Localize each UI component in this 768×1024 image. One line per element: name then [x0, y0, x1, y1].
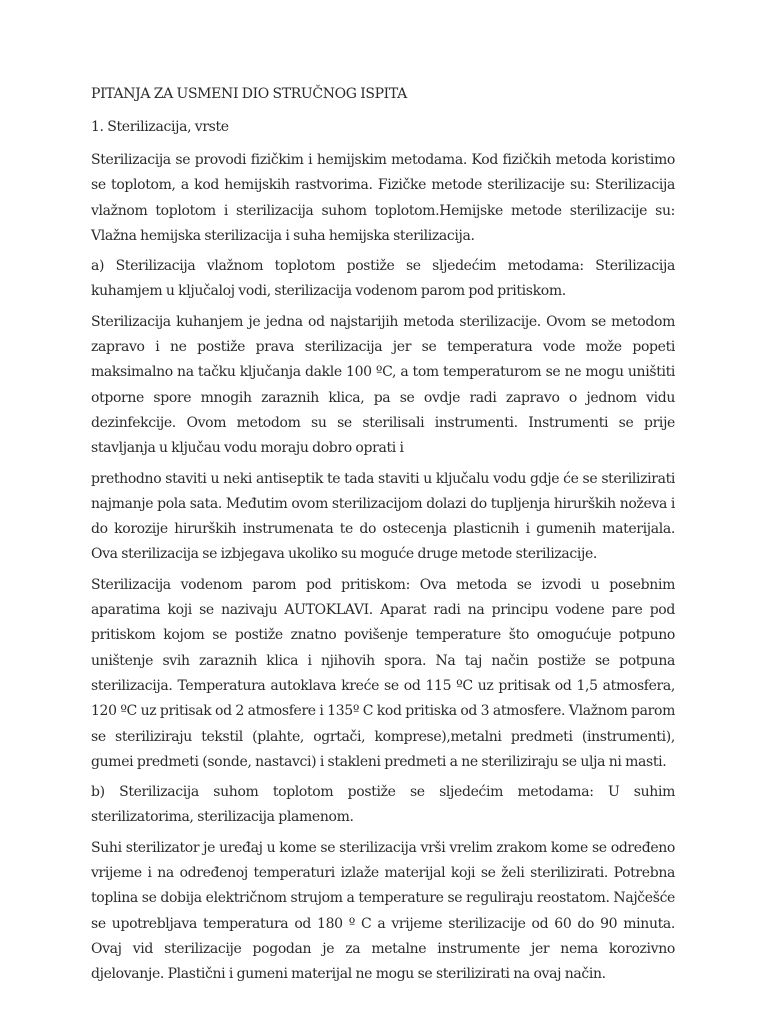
paragraph-dry-sterilizer: Suhi sterilizator je uređaj u kome se sterilizacija vrši vrelim zrakom kome se određeno vrijeme i na određenoj temperaturi izlaže materijal koji se želi sterilizirati. Potrebna toplina se dobija električnom strujom a temperature se reguliraju reostatom. Najčešće se upotrebljava temperatura od 180 º C a vrijeme sterilizacije od 60 do 90 minuta. Ovaj vid sterilizacije pogodan je za metalne instrumente jer nema korozivno djelovanje. Plastični i gumeni materijal ne mogu se sterilizirati na ovaj način. — [91, 839, 675, 983]
paragraph-autoclave: Sterilizacija vodenom parom pod pritiskom: Ova metoda se izvodi u posebnim aparatima koji se nazivaju AUTOKLAVI. Aparat radi na principu vodene pare pod pritiskom kojom se postiže znatno povišenje temperature što omogućuje potpuno uništenje svih zaraznih klica i njihovih spora. Na taj način postiže se potpuna sterilizacija. Temperatura autoklava kreće se od 115 ºC uz pritisak od 1,5 atmosfera, 120 ºC uz pritisak od 2 atmosfere i 135º C kod pritiska od 3 atmosfere. Vlažnom parom se steriliziraju tekstil (plahte, ogrtači, komprese),metalni predmeti (instrumenti), gumei predmeti (sonde, nastavci) i stakleni predmeti a ne steriliziraju se ulja ni masti. — [91, 576, 675, 770]
document-page — [91, 82, 675, 993]
paragraph-intro: Sterilizacija se provodi fizičkim i hemijskim metodama. Kod fizičkih metoda koristimo se toplotom, a kod hemijskih rastvorima. Fizičke metode sterilizacije su: Sterilizacija vlažnom toplotom i sterilizacija suhom toplotom.Hemijske metode sterilizacije su: Vlažna hemijska sterilizacija i suha hemijska sterilizacija. — [91, 152, 675, 244]
paragraph-boiling-continued: prethodno staviti u neki antiseptik te tada staviti u ključalu vodu gdje će se sterilizirati najmanje pola sata. Međutim ovom sterilizacijom dolazi do tupljenja hirurških noževa i do korozije hirurških instrumenata te do ostecenja plasticnih i gumenih materijala. Ova sterilizacija se izbjegava ukoliko su moguće druge metode sterilizacije. — [91, 470, 675, 563]
section-heading: 1. Sterilizacija, vrste — [91, 119, 229, 135]
paragraph-moist-heat: a) Sterilizacija vlažnom toplotom postiže se sljedećim metodama: Sterilizacija kuhamjem u ključaloj vodi, sterilizacija vodenom parom pod pritiskom. — [91, 258, 675, 300]
paragraph-dry-heat: b) Sterilizacija suhom toplotom postiže se sljedećim metodama: U suhim sterilizatorima, sterilizacija plamenom. — [91, 784, 675, 826]
paragraph-boiling: Sterilizacija kuhanjem je jedna od najstarijih metoda sterilizacije. Ovom se metodom zapravo i ne postiže prava sterilizacija jer se temperatura vode može popeti maksimalno na tačku ključanja dakle 100 ºC, a tom temperaturom se ne mogu uništiti otporne spore mnogih zaraznih klica, pa se ovdje radi zapravo o jednom vidu dezinfekcije. Ovom metodom su se sterilisali instrumenti. Instrumenti se prije stavljanja u ključau vodu moraju dobro oprati i — [91, 313, 675, 457]
document-title: PITANJA ZA USMENI DIO STRUČNOG ISPITA — [91, 86, 407, 102]
